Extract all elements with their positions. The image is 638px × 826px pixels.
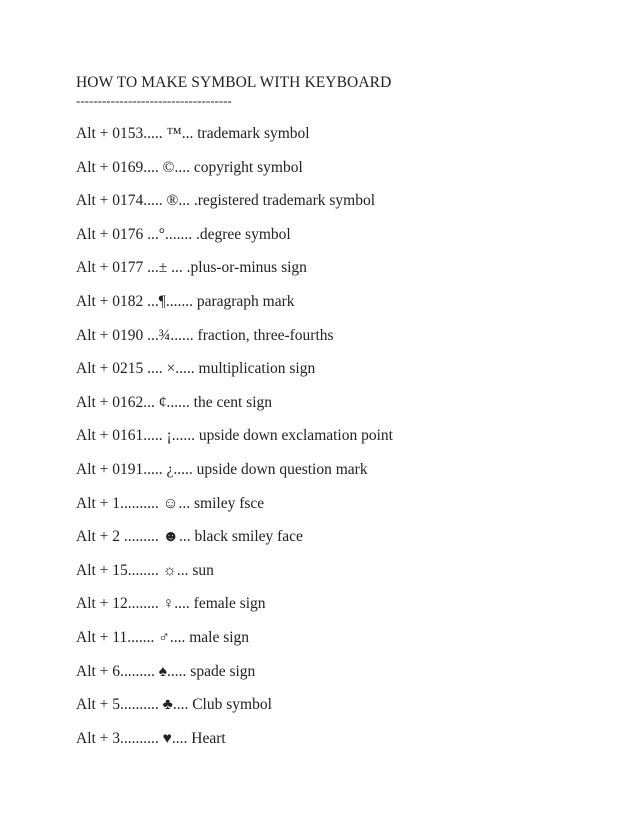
list-item: Alt + 2 ......... ☻... black smiley face <box>76 528 303 546</box>
symbol-list <box>76 124 393 762</box>
list-item: Alt + 0176 ...°....... .degree symbol <box>76 225 291 243</box>
list-item: Alt + 0182 ...¶....... paragraph mark <box>76 292 295 310</box>
list-item: Alt + 0169.... ©.... copyright symbol <box>76 158 303 176</box>
list-item: Alt + 1.......... ☺... smiley fsce <box>76 494 265 512</box>
list-item: Alt + 0153..... ™... trademark symbol <box>76 125 310 142</box>
list-item: Alt + 0215 .... ×..... multiplication sign <box>76 360 316 378</box>
document-title: HOW TO MAKE SYMBOL WITH KEYBOARD <box>76 74 392 91</box>
list-item: Alt + 5.......... ♣.... Club symbol <box>76 696 272 714</box>
list-item: Alt + 0190 ...¾...... fraction, three-fourths <box>76 326 334 344</box>
list-item: Alt + 12........ ♀.... female sign <box>76 595 266 613</box>
list-item: Alt + 3.......... ♥.... Heart <box>76 729 226 747</box>
list-item: Alt + 0161..... ¡...... upside down exclamation point <box>76 427 393 445</box>
list-item: Alt + 11....... ♂.... male sign <box>76 628 250 646</box>
list-item: Alt + 6......... ♠..... spade sign <box>76 662 256 680</box>
list-item: Alt + 0191..... ¿..... upside down question mark <box>76 460 368 478</box>
title-divider: ------------------------------------ <box>76 93 232 108</box>
list-item: Alt + 0162... ¢...... the cent sign <box>76 393 273 411</box>
list-item: Alt + 0177 ...± ... .plus-or-minus sign <box>76 259 307 277</box>
list-item: Alt + 15........ ☼... sun <box>76 561 214 579</box>
list-item: Alt + 0174..... ®... .registered trademark symbol <box>76 192 376 210</box>
